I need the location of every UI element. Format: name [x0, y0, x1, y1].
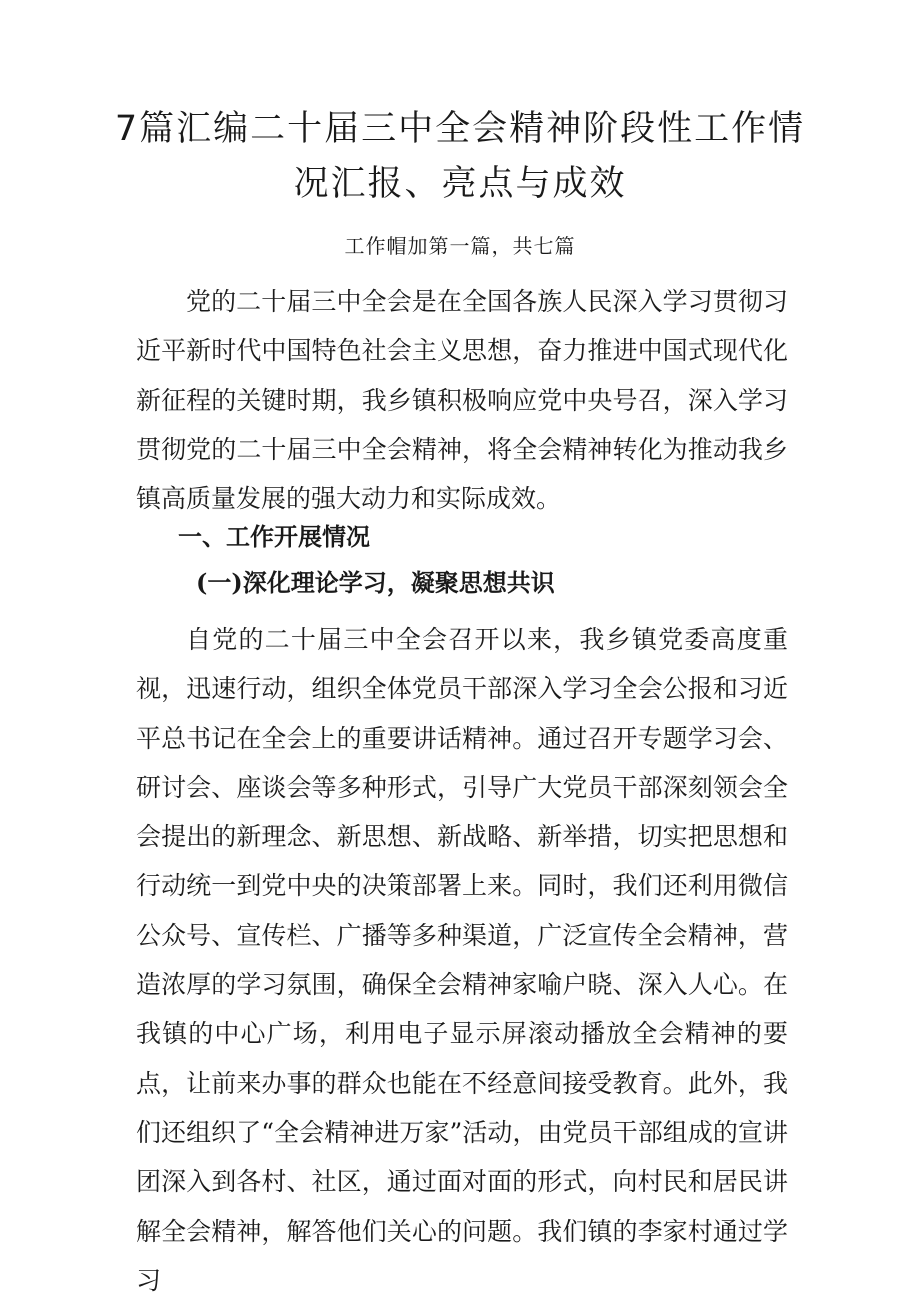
section-heading-work-progress: 一、工作开展情况 [178, 523, 370, 551]
intro-paragraph: 党的二十届三中全会是在全国各族人民深入学习贯彻习近平新时代中国特色社会主义思想，奋力推进中国式现代化新征程的关键时期，我乡镇积极响应党中央号召，深入学习贯彻党的二十届三中全会精神，将全会精神转化为推动我乡镇高质量发展的强大动力和实际成效。 [136, 287, 788, 514]
document-subtitle: 工作帽加第一篇，共七篇 [344, 234, 576, 258]
subsection-heading-theory-study: (一)深化理论学习，凝聚思想共识 [196, 568, 555, 597]
body-paragraph-theory-study: 自党的二十届三中全会召开以来，我乡镇党委高度重视，迅速行动，组织全体党员干部深入学习全会公报和习近平总书记在全会上的重要讲话精神。通过召开专题学习会、研讨会、座谈会等多种形式，引导广大党员干部深刻领会全会提出的新理念、新思想、新战略、新举措，切实把思想和行动统一到党中央的决策部署上来。同时，我们还利用微信公众号、宣传栏、广播等多种渠道，广泛宣传全会精神，营造浓厚的学习氛围，确保全会精神家喻户晓、深入人心。在我镇的中心广场，利用电子显示屏滚动播放全会精神的要点，让前来办事的群众也能在不经意间接受教育。此外，我们还组织了“全会精神进万家”活动，由党员干部组成的宣讲团深入到各村、社区，通过面对面的形式，向村民和居民讲解全会精神，解答他们关心的问题。我们镇的李家村通过学习 [136, 625, 788, 1295]
document-title-line-2: 况汇报、亮点与成效 [293, 164, 627, 204]
document-title-line-1: 7篇汇编二十届三中全会精神阶段性工作情 [114, 109, 806, 149]
